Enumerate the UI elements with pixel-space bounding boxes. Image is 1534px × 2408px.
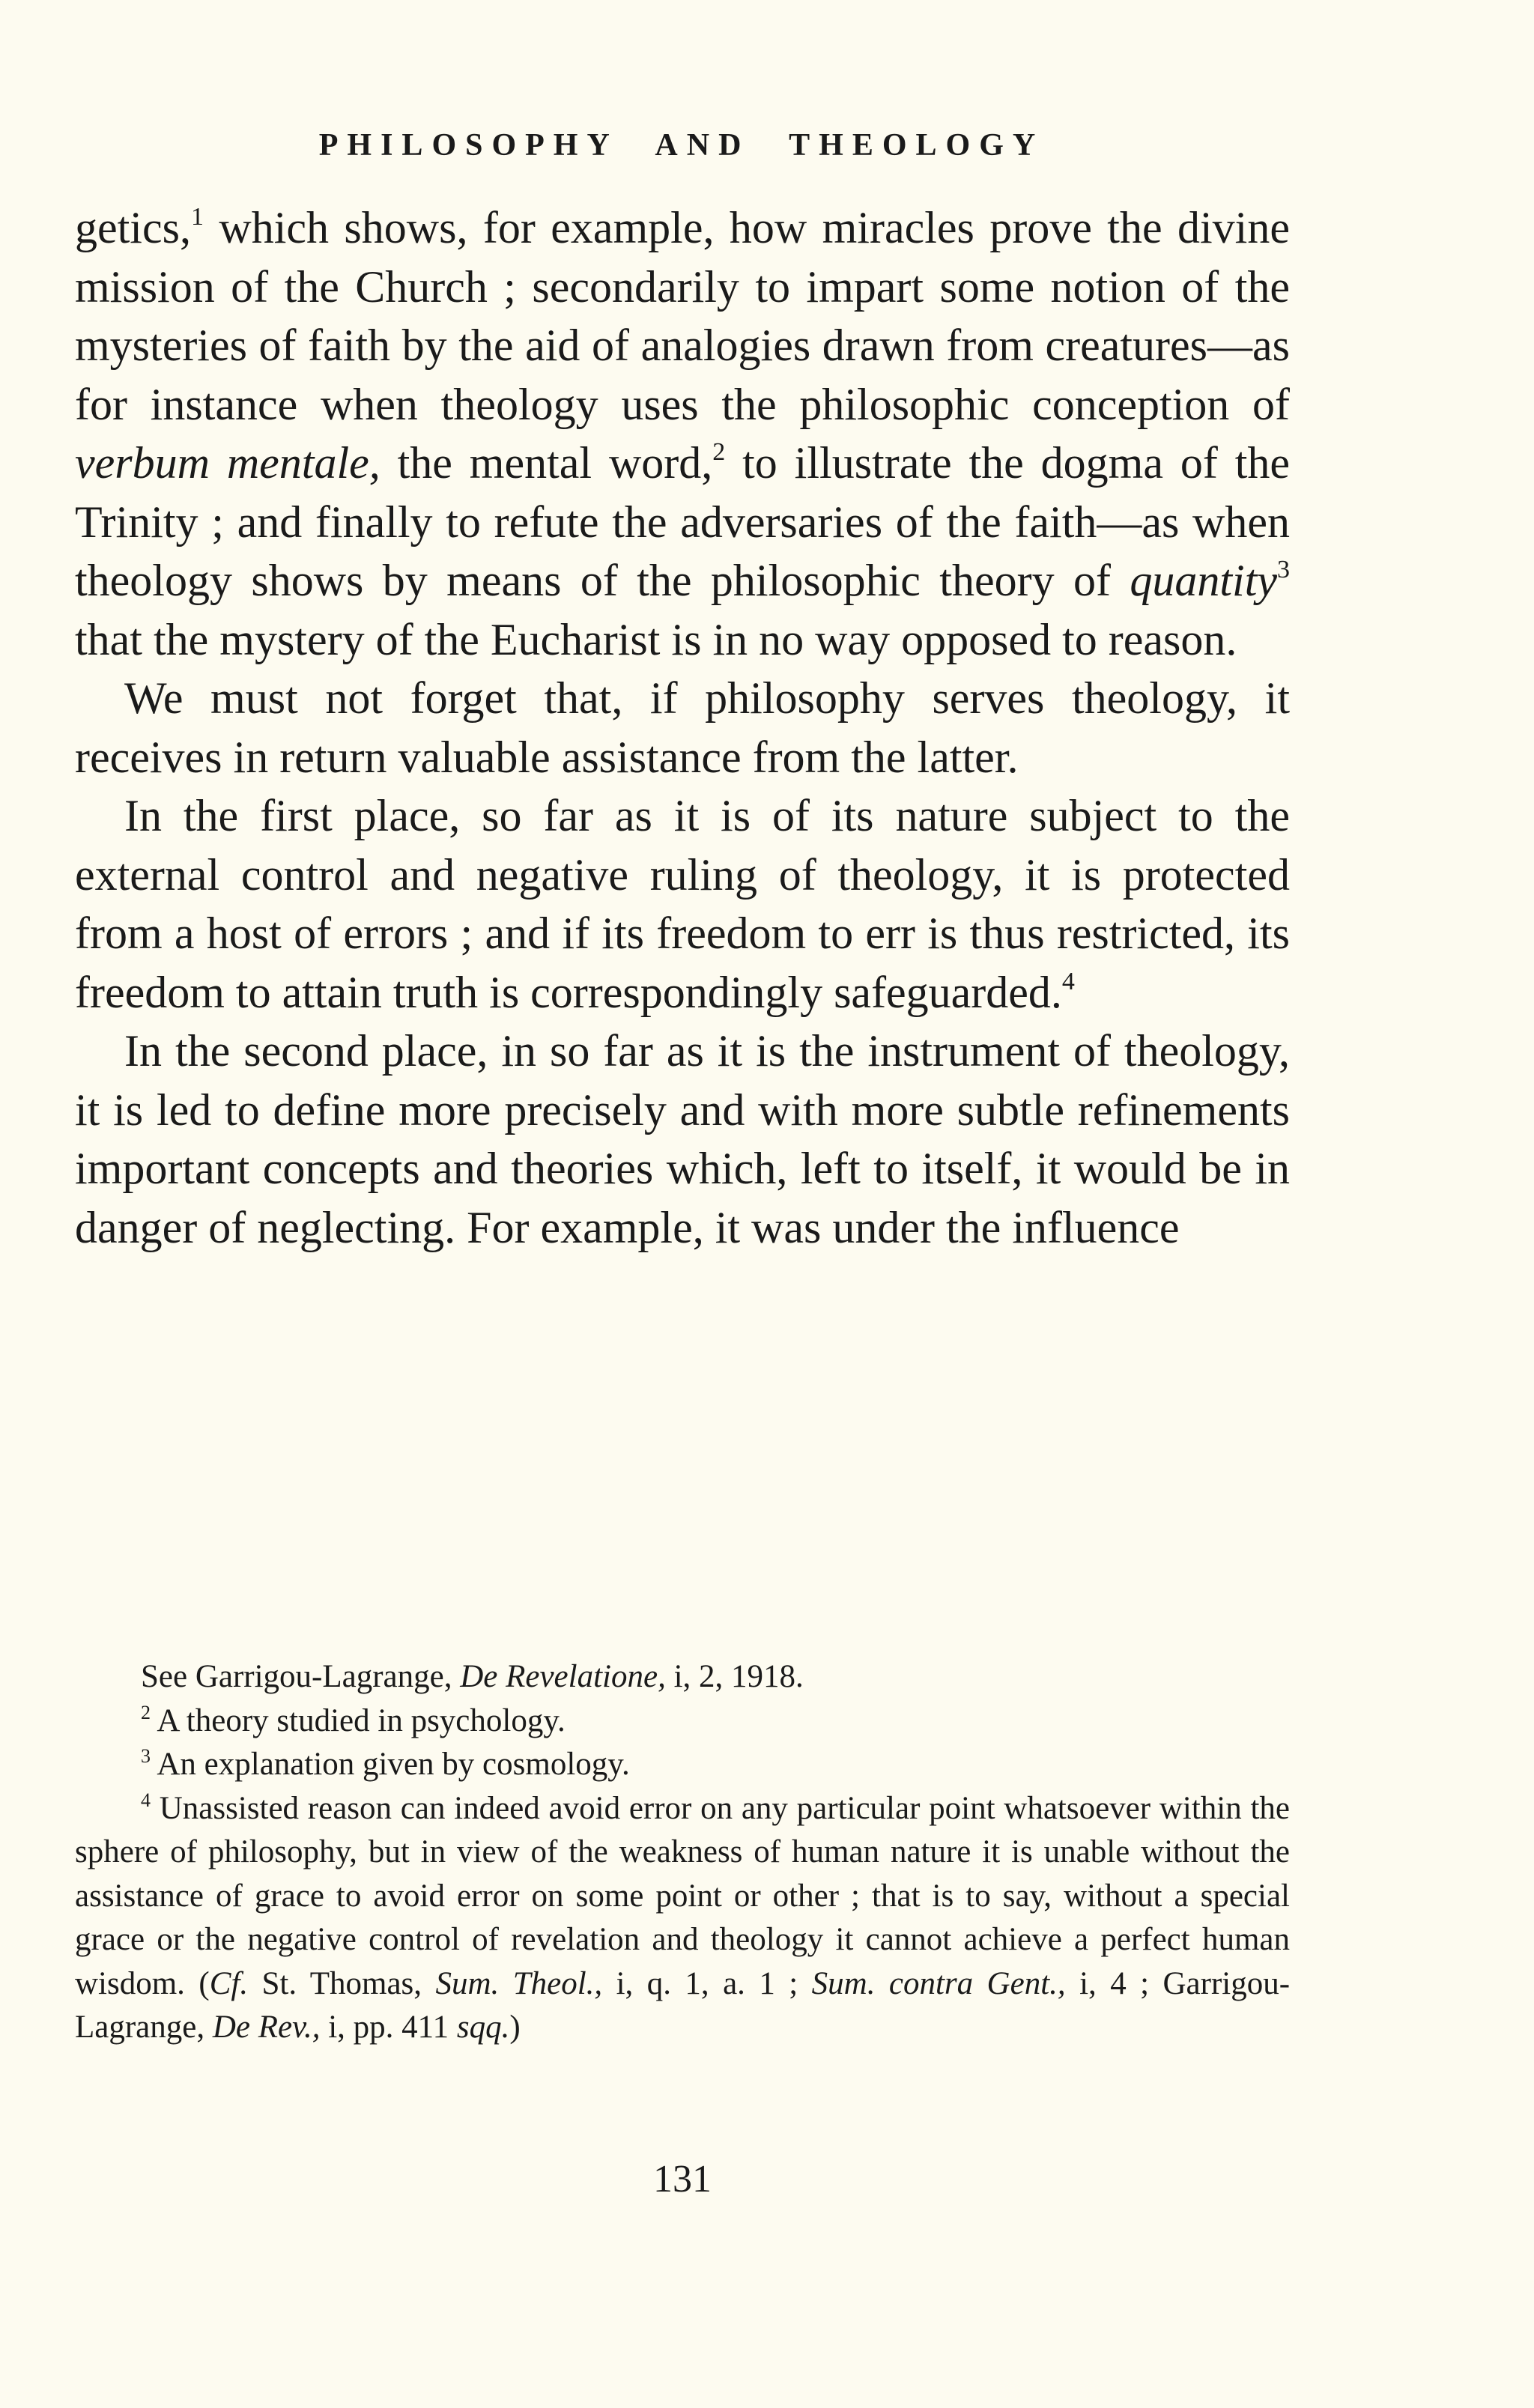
text-run: i, 2, 1918. <box>665 1659 804 1694</box>
footnote-marker: 4 <box>1061 967 1075 995</box>
text-run: In the first place, so far as it is of its nature subject to the external control and negative ruling of theology, it is protected from a host of errors ; and if its freedom to err is thus restricted, its freedom to attain truth is correspondingly safeguarded. <box>75 791 1290 1017</box>
italic-text: Cf. <box>209 1965 249 2001</box>
footnote-1 <box>75 1655 1290 1699</box>
footnote-marker: 1 <box>190 203 204 231</box>
text-run: getics, <box>75 203 191 252</box>
text-run: St. Thomas, <box>248 1965 436 2001</box>
text-run: In the second place, in so far as it is the instrument of theology, it is led to define more precisely and with more subtle refinements important concepts and theories which, left to itself, it would be in danger of neglecting. For example, it was under the influence <box>75 1026 1290 1252</box>
footnote-marker: 2 <box>141 1701 151 1723</box>
text-run: ) <box>509 2010 521 2045</box>
text-run: the mental word, <box>380 438 713 488</box>
text-run: Unassisted reason can indeed avoid error on any particular point whatsoever within the sphere of philosophy, but in view of the weakness of human nature it is unable without the assistance of grace to avoid error on some point or other ; that is to say, without a special grace or the negative control of revelation and theology it cannot achieve a perfect human wisdom. ( <box>75 1790 1290 2001</box>
text-run: We must not forget that, if philosophy serves theology, it receives in return valuable assistance from the latter. <box>75 673 1290 782</box>
text-run: which shows, for example, how miracles prove the divine mission of the Church ; secondarily to impart some notion of the mysteries of faith by the aid of analogies drawn from creatures—as for instance when theology uses the philosophic conception of <box>75 203 1290 429</box>
italic-text: Sum. contra Gent., <box>811 1965 1066 2001</box>
running-head: PHILOSOPHY AND THEOLOGY <box>318 128 1045 163</box>
body-text <box>75 198 1290 1257</box>
paragraph-2 <box>75 669 1290 786</box>
text-run: to illustrate the dogma of the Trinity ; and finally to refute the adversaries of the faith—as when theology shows by means of the philosophic theory of <box>75 438 1291 605</box>
text-run: that the mystery of the Eucharist is in no way opposed to reason. <box>75 614 1237 664</box>
text-run: A theory studied in psychology. <box>151 1702 566 1738</box>
text-run: i, 4 ; Garrigou-Lagrange, <box>75 1965 1291 2045</box>
italic-text: verbum mentale, <box>75 438 381 488</box>
page-number: 131 <box>653 2158 712 2201</box>
text-run: See Garrigou-Lagrange, <box>141 1659 461 1694</box>
footnotes <box>75 1655 1290 2050</box>
italic-text: Sum. Theol., <box>435 1965 603 2001</box>
footnote-marker: 3 <box>141 1745 151 1767</box>
paragraph-1 <box>75 198 1290 669</box>
italic-text: De Revelatione, <box>460 1659 666 1694</box>
text-run: i, pp. 411 <box>320 2010 457 2045</box>
text-run: An explanation given by cosmology. <box>151 1747 630 1782</box>
italic-text: De Rev., <box>212 2010 321 2045</box>
footnote-4 <box>75 1787 1290 2050</box>
footnote-marker: 3 <box>1277 556 1290 583</box>
italic-text: sqq. <box>456 2010 510 2045</box>
footnote-marker: 4 <box>141 1789 151 1811</box>
footnote-marker: 2 <box>712 438 726 466</box>
paragraph-3 <box>75 786 1290 1022</box>
italic-text: quantity <box>1130 556 1277 605</box>
footnote-3 <box>75 1743 1290 1787</box>
text-run: i, q. 1, a. 1 ; <box>602 1965 812 2001</box>
paragraph-4 <box>75 1022 1290 1257</box>
footnote-2 <box>75 1699 1290 1744</box>
